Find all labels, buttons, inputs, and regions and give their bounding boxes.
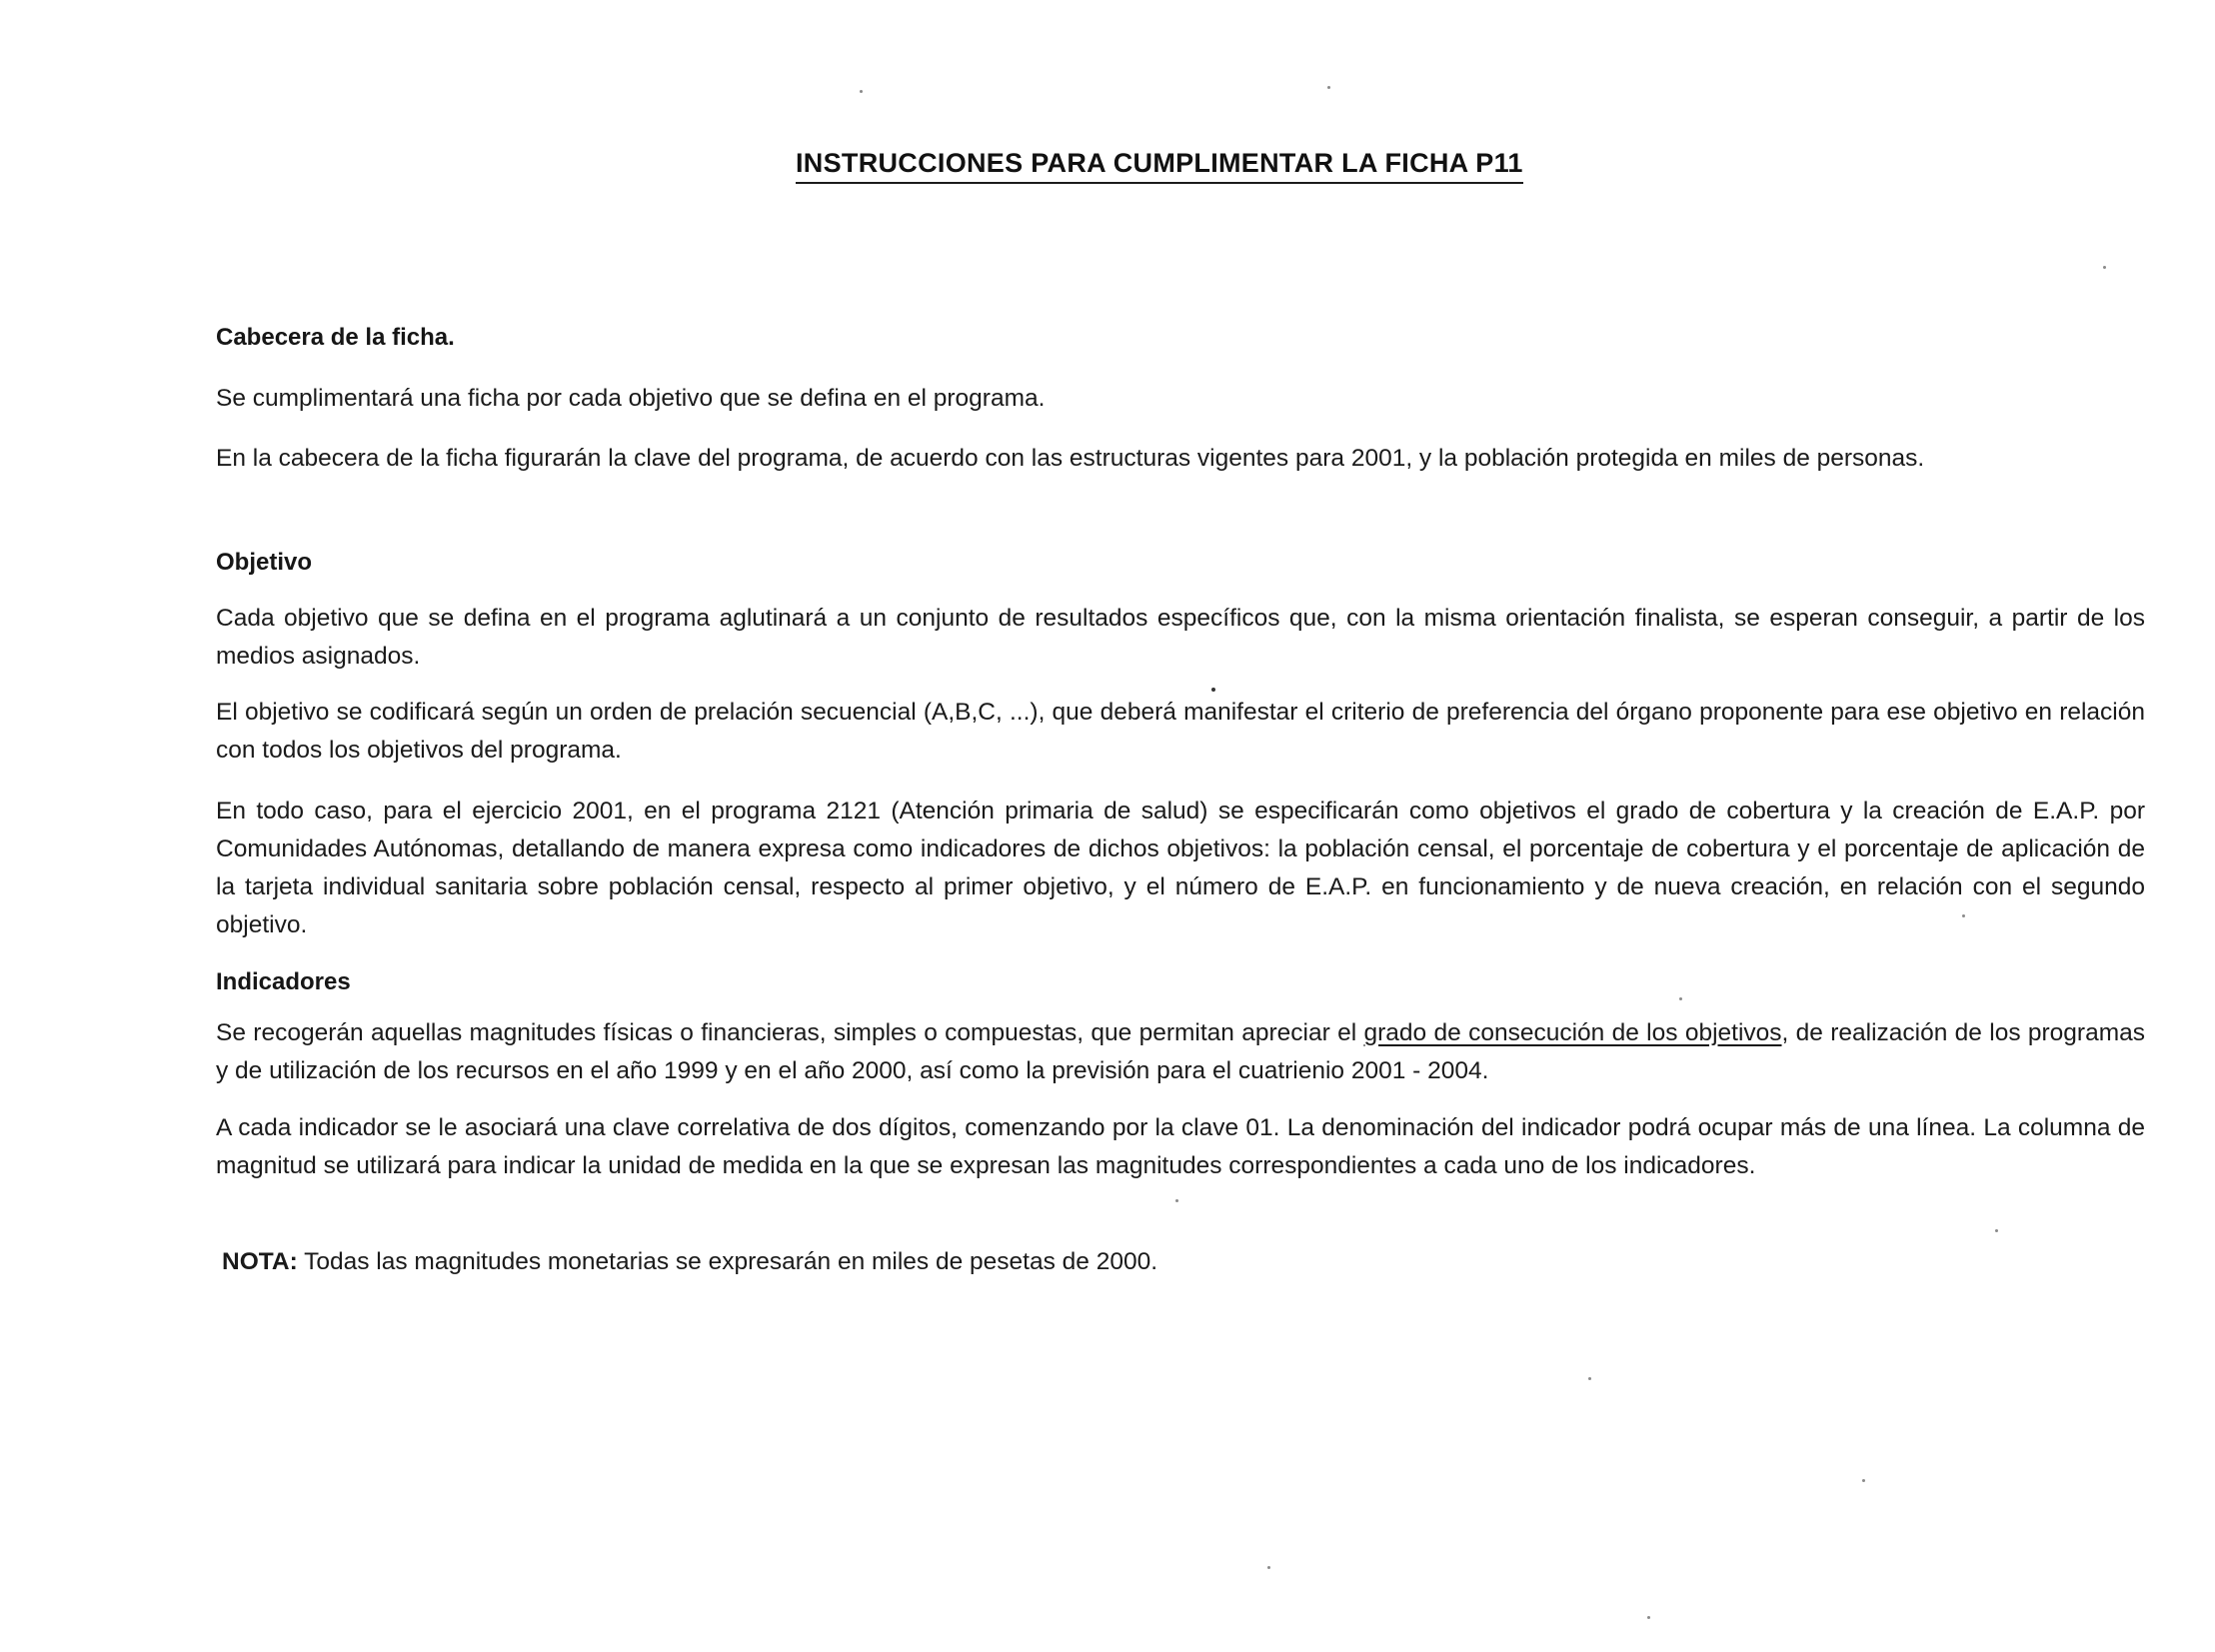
paragraph-cabecera-2: En la cabecera de la ficha figurarán la clave del programa, de acuerdo con las estructuras vigentes para 2001, y la población protegida en miles de personas.	[216, 445, 1925, 472]
paragraph-indicadores-2: A cada indicador se le asociará una clave correlativa de dos dígitos, comenzando por la clave 01. La denominación del indicador podrá ocupar más de una línea. La columna de magnitud se utilizará para indicar la unidad de medida en la que se expresan las magnitudes correspondientes a cada uno de los indicadores.	[216, 1114, 2145, 1179]
paragraph-objetivo-3: En todo caso, para el ejercicio 2001, en el programa 2121 (Atención primaria de salud) se especificarán como objetivos el grado de cobertura y la creación de E.A.P. por Comunidades Autónomas, detallando de manera expresa como indicadores de dichos objetivos: la población censal, el porcentaje de cobertura y el porcentaje de aplicación de la tarjeta individual sanitaria sobre población censal, respecto al primer objetivo, y el número de E.A.P. en funcionamiento y de nueva creación, en relación con el segundo objetivo.	[216, 798, 2145, 938]
scan-speck	[1175, 1199, 1178, 1202]
scan-speck	[1211, 688, 1215, 692]
section-heading-indicadores: Indicadores	[216, 968, 351, 995]
scan-speck	[860, 90, 863, 93]
section-heading-objetivo: Objetivo	[216, 549, 313, 576]
scan-speck	[1327, 86, 1330, 89]
scan-speck	[1962, 914, 1965, 917]
scan-speck	[1647, 1616, 1650, 1619]
scan-speck	[1679, 997, 1682, 1000]
scan-speck	[1995, 1229, 1998, 1232]
underlined-phrase: grado de consecución de los objetivos	[1363, 1019, 1782, 1046]
section-heading-cabecera: Cabecera de la ficha.	[216, 324, 455, 351]
paragraph-cabecera-1: Se cumplimentará una ficha por cada objetivo que se defina en el programa.	[216, 385, 1046, 412]
scan-speck	[1862, 1479, 1865, 1482]
page-title: INSTRUCCIONES PARA CUMPLIMENTAR LA FICHA P11	[796, 148, 1523, 184]
paragraph-objetivo-1: Cada objetivo que se defina en el programa aglutinará a un conjunto de resultados específicos que, con la misma orientación finalista, se esperan conseguir, a partir de los medios asignados.	[216, 605, 2145, 670]
scan-speck	[2103, 266, 2106, 269]
paragraph-indicadores-1	[216, 1014, 2145, 1090]
scan-speck	[1267, 1566, 1270, 1569]
note-text: Todas las magnitudes monetarias se expresarán en miles de pesetas de 2000.	[297, 1248, 1158, 1275]
scan-speck	[1588, 1377, 1591, 1380]
paragraph-objetivo-2: El objetivo se codificará según un orden de prelación secuencial (A,B,C, ...), que deberá manifestar el criterio de preferencia del órgano proponente para ese objetivo en relación con todos los objetivos del programa.	[216, 699, 2145, 764]
note-paragraph	[222, 1243, 2151, 1281]
paragraph-indicadores-1-start: Se recogerán aquellas magnitudes físicas o financieras, simples o compuestas, que permitan apreciar el	[216, 1019, 1364, 1046]
paragraph-indicadores-1-end: , de realización de los programas y de utilización de los recursos en el año 1999 y en el año 2000, así como la previsión para el cuatrienio 2001 - 2004.	[216, 1019, 2145, 1084]
note-label: NOTA:	[222, 1248, 298, 1275]
